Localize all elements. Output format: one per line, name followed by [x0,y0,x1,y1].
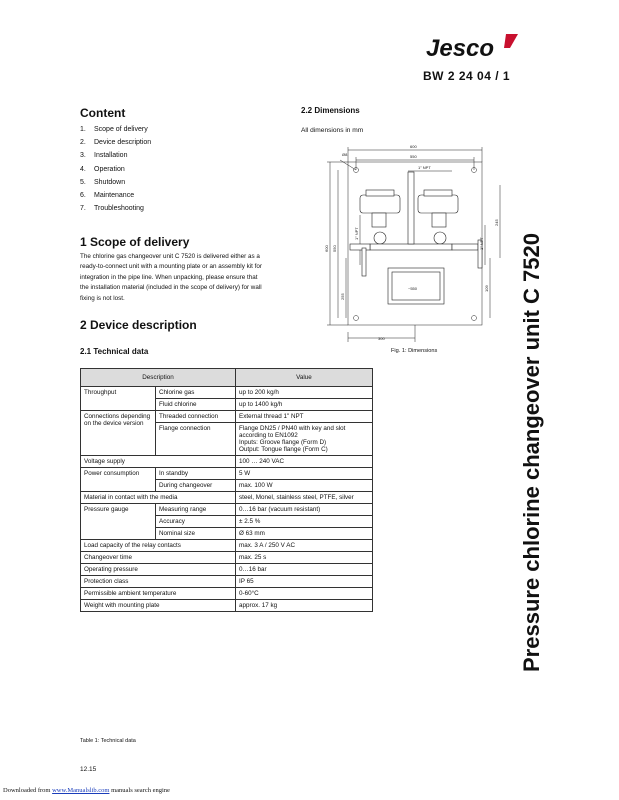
jesco-logo [426,30,521,64]
table-row: Nominal size Ø 63 mm [81,528,373,540]
table-row: Load capacity of the relay contacts max. 3 A / 250 V AC [81,540,373,552]
table-row: Connections depending on the device version Threaded connection External thread 1" NPT [81,411,373,423]
section-2-2-heading: 2.2 Dimensions [301,106,360,115]
table-of-contents [80,123,151,215]
table-row: Operating pressure 0…16 bar [81,564,373,576]
svg-text:~550: ~550 [408,286,418,291]
page-number: 12.15 [80,766,97,773]
table-row: Fluid chlorine up to 1400 kg/h [81,399,373,411]
svg-text:550: 550 [332,245,337,252]
table-row: Permissible ambient temperature 0-60°C [81,588,373,600]
logo-wordmark: Jesco [426,35,495,62]
svg-text:1" NPT: 1" NPT [479,237,484,250]
table-row: Voltage supply 100 … 240 VAC [81,456,373,468]
table-row: Material in contact with the media steel, Monel, stainless steel, PTFE, silver [81,492,373,504]
svg-text:255: 255 [340,293,345,300]
section-1-heading: 1 Scope of delivery [80,235,190,249]
svg-text:600: 600 [324,245,329,252]
header-value: Value [236,369,373,387]
table-row: During changeover max. 100 W [81,480,373,492]
svg-text:550: 550 [410,154,417,159]
toc-item: 7. Troubleshooting [80,205,144,213]
toc-item: 1. Scope of delivery [80,126,148,133]
table-row: Pressure gauge Measuring range 0…16 bar (vacuum resistant) [81,504,373,516]
table-caption: Table 1: Technical data [80,738,136,744]
table-row: Flange connection Flange DN25 / PN40 with key and slot according to EN1092 Inputs: Groove flange (Form D) Output: Tongue flange (Form C) [81,423,373,456]
dimensions-diagram [300,140,510,345]
svg-text:600: 600 [410,144,417,149]
logo-accent-mark [504,34,518,48]
toc-item: 5. Shutdown [80,178,126,186]
footer-suffix: manuals search engine [109,787,170,794]
svg-text:300: 300 [378,336,385,341]
svg-text:1" NPT: 1" NPT [418,165,431,170]
header-description: Description [81,369,236,387]
technical-data-table [80,368,373,612]
dimensions-note: All dimensions in mm [301,127,364,134]
vertical-product-title: Pressure chlorine changeover unit C 7520 [519,233,544,672]
document-number: BW 2 24 04 / 1 [423,69,511,83]
table-header-row [81,369,373,387]
section-2-1-heading: 2.1 Technical data [80,347,149,356]
content-heading: Content [80,106,126,120]
download-footer [3,787,170,794]
svg-text:245: 245 [494,219,499,226]
figure-caption: Fig. 1: Dimensions [391,348,438,354]
table-row: Protection class IP 65 [81,576,373,588]
toc-item: 2. Device description [80,139,152,147]
table-row: Accuracy ± 2.5 % [81,516,373,528]
svg-text:Ø8: Ø8 [342,152,348,157]
toc-item: 4. Operation [80,165,125,173]
svg-text:109: 109 [484,285,489,292]
table-row: Changeover time max. 25 s [81,552,373,564]
manualslib-link[interactable]: www.Manualslib.com [52,787,110,794]
toc-item: 3. Installation [80,152,128,160]
svg-text:1" NPT: 1" NPT [354,227,359,240]
footer-prefix: Downloaded from [3,787,53,794]
section-1-text: The chlorine gas changeover unit C 7520 is delivered either as a ready-to-connect unit with a mounting plate or an assembly kit for integration in the pipe line. When unpacking, please ensure that the installation material (included in the scope of delivery) for wall fixing is not lost. [80,253,263,302]
section-2-heading: 2 Device description [80,318,197,332]
table-row: Power consumption In standby 5 W [81,468,373,480]
table-row: Throughput Chlorine gas up to 200 kg/h [81,387,373,399]
table-row: Weight with mounting plate approx. 17 kg [81,600,373,612]
toc-item: 6. Maintenance [80,192,135,200]
